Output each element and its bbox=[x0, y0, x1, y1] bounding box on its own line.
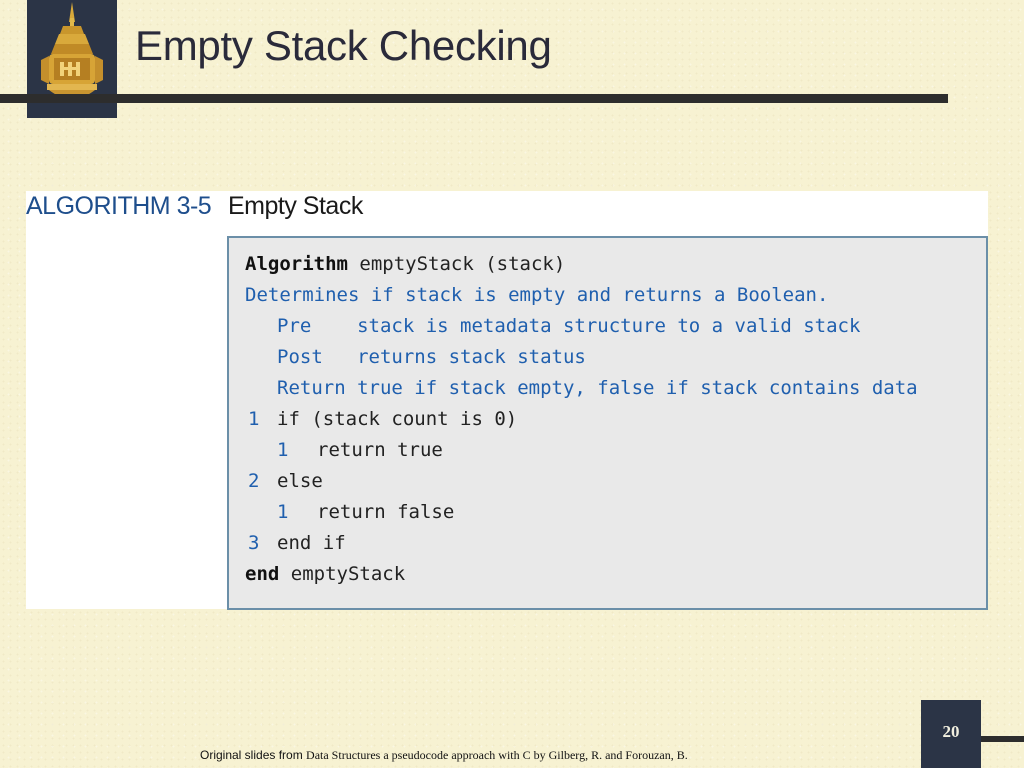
footer-source: Data Structures a pseudocode approach with C by Gilberg, R. and Forouzan, B. bbox=[306, 748, 688, 762]
code-line-end bbox=[245, 561, 405, 587]
code-line-pre: Pre stack is metadata structure to a valid stack bbox=[277, 315, 861, 337]
line-number: 1 bbox=[277, 439, 289, 461]
code-line-step-1-1 bbox=[277, 437, 443, 463]
code-line-text: end if bbox=[277, 532, 346, 554]
code-line-post: Post returns stack status bbox=[277, 346, 586, 368]
line-number: 1 bbox=[277, 501, 289, 523]
code-line-return: Return true if stack empty, false if stack contains data bbox=[277, 377, 918, 399]
title-divider bbox=[0, 94, 948, 103]
algorithm-name-label: Empty Stack bbox=[228, 192, 363, 220]
code-line-step-2-1 bbox=[277, 499, 455, 525]
line-number: 3 bbox=[248, 532, 260, 554]
code-keyword-end: end bbox=[245, 563, 280, 585]
line-number: 2 bbox=[248, 470, 260, 492]
line-number: 1 bbox=[248, 408, 260, 430]
page-number-rule bbox=[981, 736, 1024, 742]
code-line-header bbox=[245, 251, 565, 277]
code-line-text: emptyStack (stack) bbox=[359, 253, 566, 275]
code-line-step-2 bbox=[248, 468, 323, 494]
code-line-text: return false bbox=[317, 501, 455, 523]
algorithm-number-label: ALGORITHM 3-5 bbox=[26, 192, 212, 220]
code-line-text: else bbox=[277, 470, 323, 492]
slide-footer bbox=[200, 748, 688, 763]
footer-prefix: Original slides from bbox=[200, 748, 307, 762]
code-line-text: return true bbox=[317, 439, 443, 461]
page-number: 20 bbox=[942, 722, 960, 741]
code-line-step-1 bbox=[248, 406, 518, 432]
code-keyword-algorithm: Algorithm bbox=[245, 253, 348, 275]
code-line-text: emptyStack bbox=[290, 563, 406, 585]
code-line-step-3 bbox=[248, 530, 346, 556]
code-line-description: Determines if stack is empty and returns a Boolean. bbox=[245, 284, 829, 306]
slide-title: Empty Stack Checking bbox=[135, 22, 552, 69]
code-line-text: if (stack count is 0) bbox=[277, 408, 518, 430]
